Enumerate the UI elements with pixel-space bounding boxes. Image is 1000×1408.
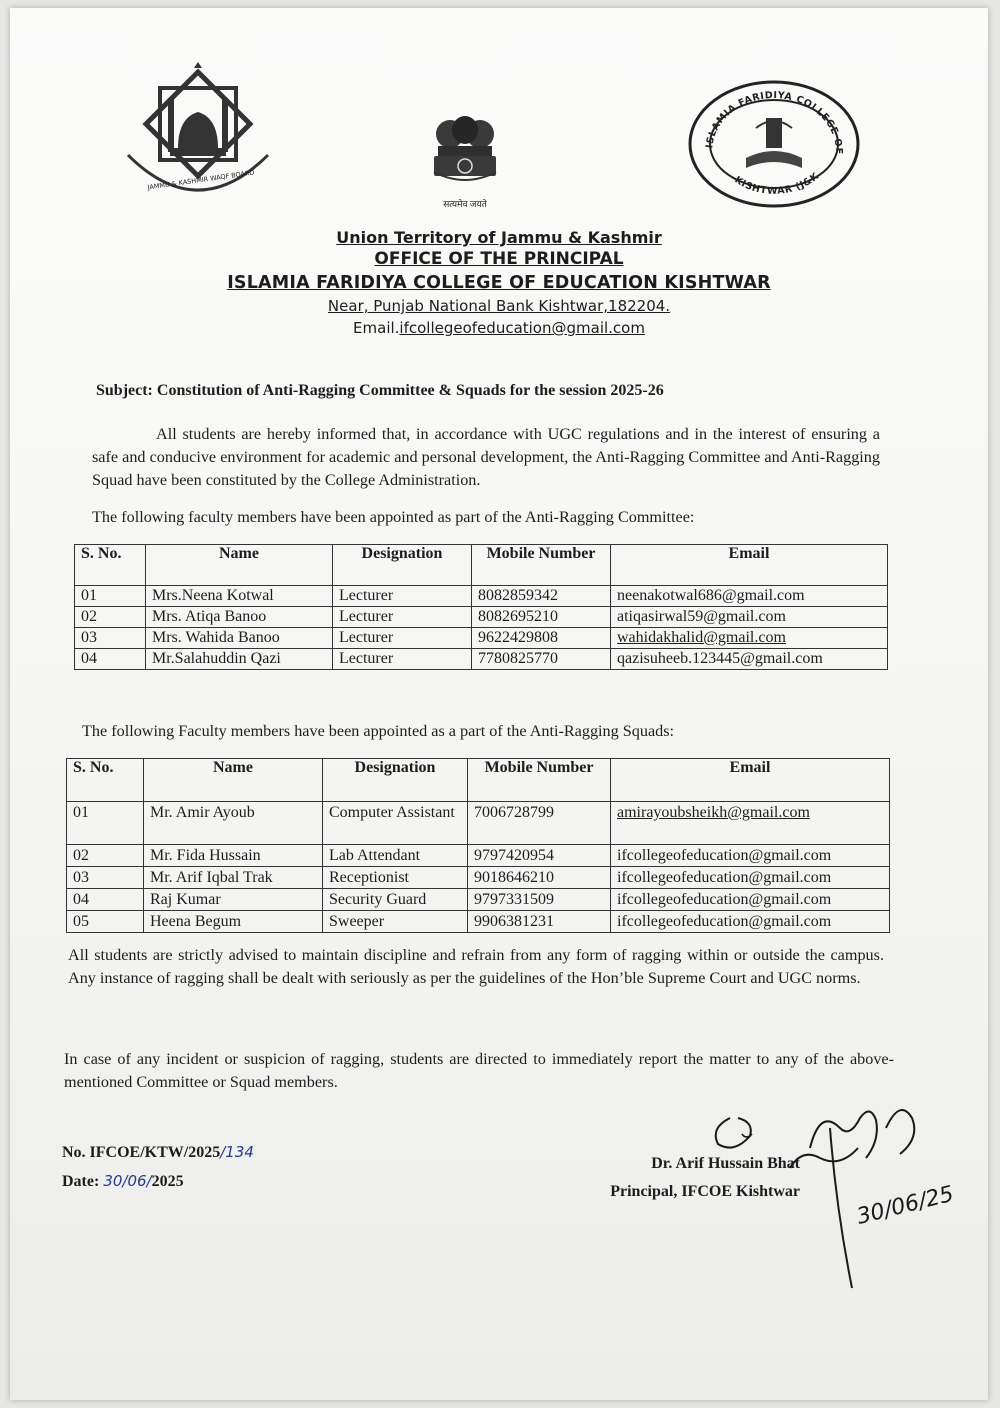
cell-email: qazisuheeb.123445@gmail.com	[611, 649, 888, 670]
col-email: Email	[611, 545, 888, 586]
cell-name: Mrs. Atiqa Banoo	[146, 607, 333, 628]
issue-date	[62, 1167, 254, 1196]
cell-sno: 04	[67, 889, 144, 911]
cell-designation: Receptionist	[323, 867, 468, 889]
cell-email[interactable]: wahidakhalid@gmail.com	[611, 628, 888, 649]
handwritten-signature	[690, 1088, 970, 1308]
college-seal-icon	[686, 78, 862, 210]
table-row	[75, 607, 888, 628]
national-emblem-icon	[420, 112, 510, 192]
cell-name: Mrs.Neena Kotwal	[146, 586, 333, 607]
report-paragraph: In case of any incident or suspicion of ragging, students are directed to immediately report the matter to any of the above-mentioned Committee or Squad members.	[64, 1050, 894, 1091]
col-sno: S. No.	[75, 545, 146, 586]
col-designation: Designation	[323, 759, 468, 802]
committee-table	[74, 544, 888, 670]
header-college: ISLAMIA FARIDIYA COLLEGE OF EDUCATION KISHTWAR	[227, 273, 771, 293]
date-label: Date:	[62, 1173, 100, 1190]
signature-date: 30/06/25	[854, 1181, 957, 1230]
seal-bottom-text: KISHTWAR (J&K	[732, 170, 822, 197]
table-row	[67, 802, 890, 845]
cell-mobile: 9797331509	[468, 889, 611, 911]
cell-name: Raj Kumar	[144, 889, 323, 911]
cell-name: Mr. Fida Hussain	[144, 845, 323, 867]
cell-email[interactable]: amirayoubsheikh@gmail.com	[611, 802, 890, 845]
cell-name: Heena Begum	[144, 911, 323, 933]
cell-designation: Computer Assistant	[323, 802, 468, 845]
subject-line: Subject: Constitution of Anti-Ragging Committee & Squads for the session 2025-26	[96, 382, 664, 399]
svg-text:ISLAMIA FARIDIYA COLLEGE OF ED	[686, 78, 844, 155]
cell-name: Mrs. Wahida Banoo	[146, 628, 333, 649]
signatory-name: Dr. Arif Hussain Bhat	[651, 1155, 800, 1172]
cell-mobile: 8082695210	[472, 607, 611, 628]
cell-designation: Lecturer	[333, 649, 472, 670]
table-header-row	[67, 759, 890, 802]
table-header-row	[75, 545, 888, 586]
reference-label: No. IFCOE/KTW/2025	[62, 1144, 221, 1161]
col-name: Name	[144, 759, 323, 802]
committee-intro: The following faculty members have been appointed as part of the Anti-Ragging Committee:	[92, 508, 695, 526]
date-handwritten: 30/06/	[103, 1172, 152, 1190]
intro-paragraph: All students are hereby informed that, in accordance with UGC regulations and in the interest of ensuring a safe and conducive environment for academic and personal development, the Anti-Ragging Committee and Anti-Ragging Squad have been constituted by the College Administration.	[92, 425, 880, 489]
col-mobile: Mobile Number	[468, 759, 611, 802]
cell-email: ifcollegeofeducation@gmail.com	[611, 889, 890, 911]
table-row	[67, 911, 890, 933]
emblem-motto: सत्यमेव जयते	[443, 199, 487, 209]
squad-intro: The following Faculty members have been appointed as a part of the Anti-Ragging Squads:	[82, 722, 675, 740]
col-designation: Designation	[333, 545, 472, 586]
cell-email: ifcollegeofeducation@gmail.com	[611, 845, 890, 867]
cell-mobile: 7780825770	[472, 649, 611, 670]
col-name: Name	[146, 545, 333, 586]
national-emblem	[420, 112, 510, 208]
date-year: 2025	[151, 1173, 184, 1190]
cell-mobile: 9622429808	[472, 628, 611, 649]
reference-block	[62, 1138, 254, 1196]
cell-designation: Lecturer	[333, 607, 472, 628]
cell-email: ifcollegeofeducation@gmail.com	[611, 867, 890, 889]
cell-sno: 01	[67, 802, 144, 845]
header-email-line	[10, 319, 988, 337]
reference-handwritten: /134	[220, 1143, 254, 1161]
waqf-board-logo	[118, 60, 278, 210]
cell-sno: 04	[75, 649, 146, 670]
cell-sno: 02	[67, 845, 144, 867]
header-email-link[interactable]: ifcollegeofeducation@gmail.com	[399, 319, 645, 337]
cell-designation: Sweeper	[323, 911, 468, 933]
cell-designation: Security Guard	[323, 889, 468, 911]
cell-name: Mr. Arif Iqbal Trak	[144, 867, 323, 889]
cell-mobile: 9906381231	[468, 911, 611, 933]
cell-sno: 02	[75, 607, 146, 628]
squad-table	[66, 758, 890, 933]
cell-mobile: 9018646210	[468, 867, 611, 889]
college-seal	[686, 78, 862, 210]
table-row	[75, 628, 888, 649]
cell-mobile: 8082859342	[472, 586, 611, 607]
reference-number	[62, 1138, 254, 1167]
cell-name: Mr.Salahuddin Qazi	[146, 649, 333, 670]
document-page	[10, 8, 988, 1400]
cell-sno: 05	[67, 911, 144, 933]
cell-email: ifcollegeofeducation@gmail.com	[611, 911, 890, 933]
waqf-board-text: JAMMU & KASHMIR WAQF BOARD	[147, 168, 255, 192]
cell-email: neenakotwal686@gmail.com	[611, 586, 888, 607]
cell-designation: Lecturer	[333, 628, 472, 649]
cell-mobile: 7006728799	[468, 802, 611, 845]
col-email: Email	[611, 759, 890, 802]
header-office: OFFICE OF THE PRINCIPAL	[374, 249, 624, 269]
cell-mobile: 9797420954	[468, 845, 611, 867]
advice-paragraph: All students are strictly advised to maintain discipline and refrain from any form of ragging within or outside the campus. Any instance of ragging shall be dealt with seriously as per the guidelines of the Hon’ble Supreme Court and UGC norms.	[68, 946, 884, 987]
col-sno: S. No.	[67, 759, 144, 802]
header-address: Near, Punjab National Bank Kishtwar,182204.	[327, 297, 671, 315]
table-row	[75, 649, 888, 670]
cell-sno: 03	[67, 867, 144, 889]
col-mobile: Mobile Number	[472, 545, 611, 586]
seal-arc-text: ISLAMIA FARIDIYA COLLEGE OF	[704, 89, 845, 155]
cell-designation: Lecturer	[333, 586, 472, 607]
table-row	[67, 845, 890, 867]
signatory-title: Principal, IFCOE Kishtwar	[610, 1183, 800, 1200]
cell-sno: 03	[75, 628, 146, 649]
table-row	[67, 867, 890, 889]
cell-sno: 01	[75, 586, 146, 607]
header-ut: Union Territory of Jammu & Kashmir	[336, 228, 662, 247]
table-row	[67, 889, 890, 911]
cell-name: Mr. Amir Ayoub	[144, 802, 323, 845]
cell-designation: Lab Attendant	[323, 845, 468, 867]
email-prefix: Email.	[353, 319, 400, 337]
table-row	[75, 586, 888, 607]
cell-email: atiqasirwal59@gmail.com	[611, 607, 888, 628]
mosque-logo-icon	[118, 60, 278, 210]
